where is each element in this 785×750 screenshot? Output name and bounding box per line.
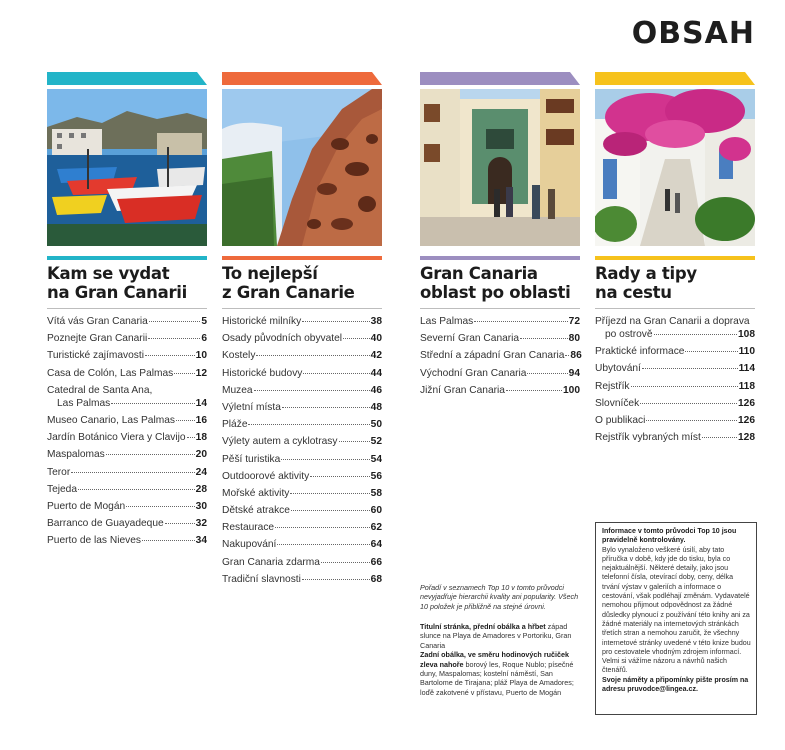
section-color-tab <box>420 72 580 85</box>
toc-entry[interactable]: Barranco de Guayadeque 32 <box>47 518 207 530</box>
toc-entry[interactable]: Museo Canario, Las Palmas 16 <box>47 414 207 426</box>
section-title: Rady a tipy na cestu <box>595 264 697 302</box>
toc-entry[interactable]: Příjezd na Gran Canarii a doprava po ostrově 108 <box>595 316 755 340</box>
toc-entry[interactable]: Jardín Botánico Viera y Clavijo 18 <box>47 432 207 444</box>
section-color-tab <box>595 72 755 85</box>
divider <box>595 308 755 309</box>
rock-cliff-photo <box>222 89 382 246</box>
toc-entry[interactable]: Outdoorové aktivity 56 <box>222 470 382 482</box>
harbour-boats-photo <box>47 89 207 246</box>
toc-entry[interactable]: Tejeda 28 <box>47 483 207 495</box>
divider <box>47 308 207 309</box>
toc-entry[interactable]: Pěší turistika 54 <box>222 453 382 465</box>
toc-entry[interactable]: Výletní místa 48 <box>222 401 382 413</box>
section-rule <box>222 256 382 260</box>
photo-credits: Titulní stránka, přední obálka a hřbet západ slunce na Playa de Amadores v Portoriku, Gran Canaria Zadní obálka, ve směru hodinových ručiček zleva nahoře borový les, Roque Nublo; písečné duny, Maspalomas; kostelní náměstí, San Bartolome de Tirajana; pláž Playa de Amadores; loďě zakotvené v přístavu, Puerto de Mogán <box>420 622 574 697</box>
section-where-to-go <box>47 72 207 551</box>
toc-entry[interactable]: Muzea 46 <box>222 384 382 396</box>
toc-entry[interactable]: Rejstřík 118 <box>595 380 755 392</box>
toc-list <box>595 315 755 444</box>
section-title: Gran Canaria oblast po oblasti <box>420 264 571 302</box>
divider <box>222 308 382 309</box>
toc-entry[interactable]: Poznejte Gran Canarii 6 <box>47 333 207 345</box>
toc-list <box>420 315 580 397</box>
divider <box>420 308 580 309</box>
toc-entry[interactable]: Tradiční slavnosti 68 <box>222 573 382 585</box>
toc-entry[interactable]: O publikaci 126 <box>595 414 755 426</box>
toc-entry[interactable]: Praktické informace 110 <box>595 346 755 358</box>
toc-entry[interactable]: Mořské aktivity 58 <box>222 487 382 499</box>
section-travel-tips <box>595 72 755 448</box>
toc-entry[interactable]: Nakupování 64 <box>222 539 382 551</box>
toc-entry[interactable]: Dětské atrakce 60 <box>222 505 382 517</box>
section-title: Kam se vydat na Gran Canarii <box>47 264 188 302</box>
section-title: To nejlepší z Gran Canarie <box>222 264 355 302</box>
toc-entry[interactable]: Maspalomas 20 <box>47 449 207 461</box>
section-color-tab <box>47 72 207 85</box>
toc-entry[interactable]: Puerto de las Nieves 34 <box>47 535 207 547</box>
toc-entry[interactable]: Ubytování 114 <box>595 363 755 375</box>
section-rule <box>420 256 580 260</box>
toc-entry[interactable]: Historické milníky 38 <box>222 316 382 327</box>
toc-entry[interactable]: Východní Gran Canaria 94 <box>420 367 580 379</box>
toc-entry[interactable]: Teror 24 <box>47 466 207 478</box>
toc-entry[interactable]: Historické budovy 44 <box>222 367 382 379</box>
flower-street-photo <box>595 89 755 246</box>
toc-entry[interactable]: Puerto de Mogán 30 <box>47 500 207 512</box>
toc-entry[interactable]: Střední a západní Gran Canaria 86 <box>420 350 582 362</box>
toc-entry[interactable]: Kostely 42 <box>222 350 382 362</box>
toc-entry[interactable]: Turistické zajímavosti 10 <box>47 350 207 362</box>
section-rule <box>595 256 755 260</box>
toc-list <box>47 315 207 547</box>
section-top-10 <box>222 72 382 590</box>
section-color-tab <box>222 72 382 85</box>
section-rule <box>47 256 207 260</box>
toc-entry[interactable]: Výlety autem a cyklotrasy 52 <box>222 436 382 448</box>
toc-entry[interactable]: Las Palmas 72 <box>420 316 580 327</box>
toc-entry[interactable]: Catedral de Santa Ana, Las Palmas 14 <box>47 384 207 409</box>
toc-entry[interactable]: Slovníček 126 <box>595 397 755 409</box>
toc-entry[interactable]: Vítá vás Gran Canaria 5 <box>47 316 207 327</box>
colonial-square-photo <box>420 89 580 246</box>
toc-entry[interactable]: Restaurace 62 <box>222 522 382 534</box>
toc-entry[interactable]: Jižní Gran Canaria 100 <box>420 384 580 396</box>
section-area-by-area <box>420 72 580 401</box>
toc-entry[interactable]: Casa de Colón, Las Palmas 12 <box>47 367 207 379</box>
toc-entry[interactable]: Pláže 50 <box>222 419 382 431</box>
info-box: Informace v tomto průvodci Top 10 jsou pravidelně kontrolovány. Bylo vynaloženo veškeré úsilí, aby tato příručka v době, kdy jde do tisku, byla co nejaktuálnější. Některé detaily, jako jsou telefonní čísla, otevírací doby, ceny, délka trvání výstav v galeriích a informace o cestování, však podléhají změnám. Vydavatelé nemohou přijmout odpovědnost za žádné důsledky plynoucí z používání této knihy ani za žádné materiály na internetových stránkách třetích stran a nemohou zaručit, že všechny internetové stránky uvedené v této knize budou pro cestovatele vhodným zdrojem informací. Velmi si vážíme názoru a návrhů našich čtenářů. Svoje náměty a připomínky pište prosím na adresu pruvodce@lingea.cz. <box>595 522 757 715</box>
toc-entry[interactable]: Osady původních obyvatel 40 <box>222 333 382 345</box>
toc-entry[interactable]: Severní Gran Canaria 80 <box>420 333 580 345</box>
toc-entry[interactable]: Rejstřík vybraných míst 128 <box>595 432 755 444</box>
toc-entry[interactable]: Gran Canaria zdarma 66 <box>222 556 382 568</box>
toc-list <box>222 315 382 586</box>
page-title: OBSAH <box>631 16 755 51</box>
ranking-note: Pořadí v seznamech Top 10 v tomto průvodci nevyjadřuje hierarchii kvality ani popularity. Všech 10 položek je přibližně na stejné úrovni. <box>420 583 579 611</box>
